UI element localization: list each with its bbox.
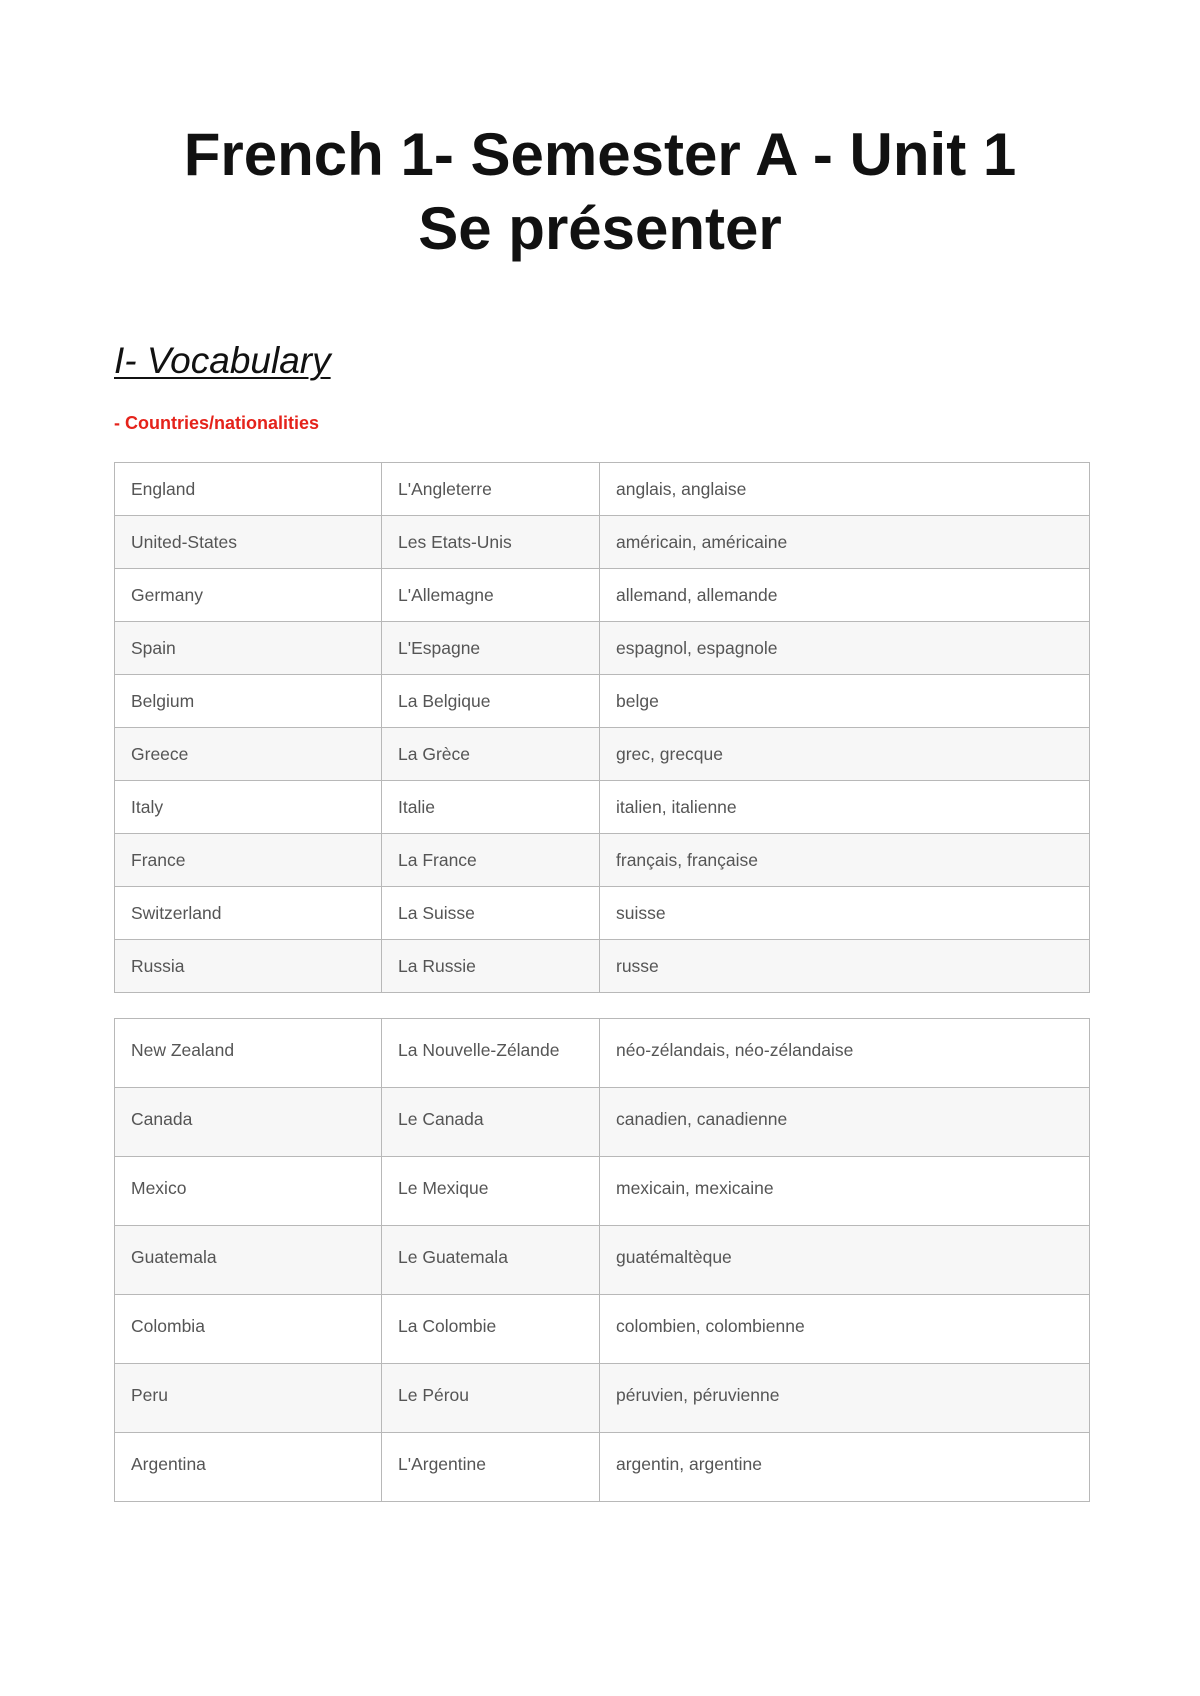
- country-french: L'Angleterre: [382, 463, 600, 516]
- country-english: Italy: [115, 781, 382, 834]
- table-row: [115, 1226, 1090, 1295]
- table-row: [115, 1433, 1090, 1502]
- country-french: La Belgique: [382, 675, 600, 728]
- nationality: grec, grecque: [600, 728, 1090, 781]
- nationality: suisse: [600, 887, 1090, 940]
- country-english: Mexico: [115, 1157, 382, 1226]
- nationality: russe: [600, 940, 1090, 993]
- table-row: [115, 728, 1090, 781]
- country-french: La Nouvelle-Zélande: [382, 1019, 600, 1088]
- country-english: United-States: [115, 516, 382, 569]
- vocabulary-table-bottom: [114, 1018, 1090, 1502]
- country-english: Argentina: [115, 1433, 382, 1502]
- subheading: - Countries/nationalities: [114, 413, 320, 433]
- nationality: mexicain, mexicaine: [600, 1157, 1090, 1226]
- nationality: colombien, colombienne: [600, 1295, 1090, 1364]
- nationality: allemand, allemande: [600, 569, 1090, 622]
- country-french: La France: [382, 834, 600, 887]
- country-english: Germany: [115, 569, 382, 622]
- country-french: Italie: [382, 781, 600, 834]
- country-french: Le Mexique: [382, 1157, 600, 1226]
- country-english: England: [115, 463, 382, 516]
- country-english: Peru: [115, 1364, 382, 1433]
- country-french: L'Espagne: [382, 622, 600, 675]
- nationality: anglais, anglaise: [600, 463, 1090, 516]
- nationality: péruvien, péruvienne: [600, 1364, 1090, 1433]
- nationality: néo-zélandais, néo-zélandaise: [600, 1019, 1090, 1088]
- page-title-line-2: Se présenter: [418, 195, 782, 262]
- country-english: Belgium: [115, 675, 382, 728]
- nationality: canadien, canadienne: [600, 1088, 1090, 1157]
- nationality: guatémaltèque: [600, 1226, 1090, 1295]
- table-row: [115, 569, 1090, 622]
- table-row: [115, 781, 1090, 834]
- country-french: Le Canada: [382, 1088, 600, 1157]
- country-french: La Colombie: [382, 1295, 600, 1364]
- table-row: [115, 675, 1090, 728]
- nationality: américain, américaine: [600, 516, 1090, 569]
- table-row: [115, 1364, 1090, 1433]
- vocabulary-table-top: [114, 462, 1090, 993]
- country-english: Colombia: [115, 1295, 382, 1364]
- country-french: L'Allemagne: [382, 569, 600, 622]
- nationality: français, française: [600, 834, 1090, 887]
- country-french: Les Etats-Unis: [382, 516, 600, 569]
- country-french: La Russie: [382, 940, 600, 993]
- table-row: [115, 834, 1090, 887]
- table-row: [115, 622, 1090, 675]
- country-english: Russia: [115, 940, 382, 993]
- country-french: La Grèce: [382, 728, 600, 781]
- nationality: argentin, argentine: [600, 1433, 1090, 1502]
- country-french: Le Guatemala: [382, 1226, 600, 1295]
- country-french: Le Pérou: [382, 1364, 600, 1433]
- table-row: [115, 1019, 1090, 1088]
- nationality: espagnol, espagnole: [600, 622, 1090, 675]
- table-row: [115, 1295, 1090, 1364]
- table-row: [115, 1088, 1090, 1157]
- country-french: L'Argentine: [382, 1433, 600, 1502]
- table-row: [115, 940, 1090, 993]
- country-english: Guatemala: [115, 1226, 382, 1295]
- table-row: [115, 887, 1090, 940]
- country-english: Greece: [115, 728, 382, 781]
- page-title: [0, 118, 1200, 266]
- country-english: New Zealand: [115, 1019, 382, 1088]
- country-english: Canada: [115, 1088, 382, 1157]
- page-title-line-1: French 1- Semester A - Unit 1: [183, 121, 1017, 188]
- country-english: Switzerland: [115, 887, 382, 940]
- section-heading: I- Vocabulary: [114, 340, 331, 381]
- country-french: La Suisse: [382, 887, 600, 940]
- table-row: [115, 1157, 1090, 1226]
- country-english: France: [115, 834, 382, 887]
- table-row: [115, 463, 1090, 516]
- nationality: belge: [600, 675, 1090, 728]
- nationality: italien, italienne: [600, 781, 1090, 834]
- country-english: Spain: [115, 622, 382, 675]
- table-row: [115, 516, 1090, 569]
